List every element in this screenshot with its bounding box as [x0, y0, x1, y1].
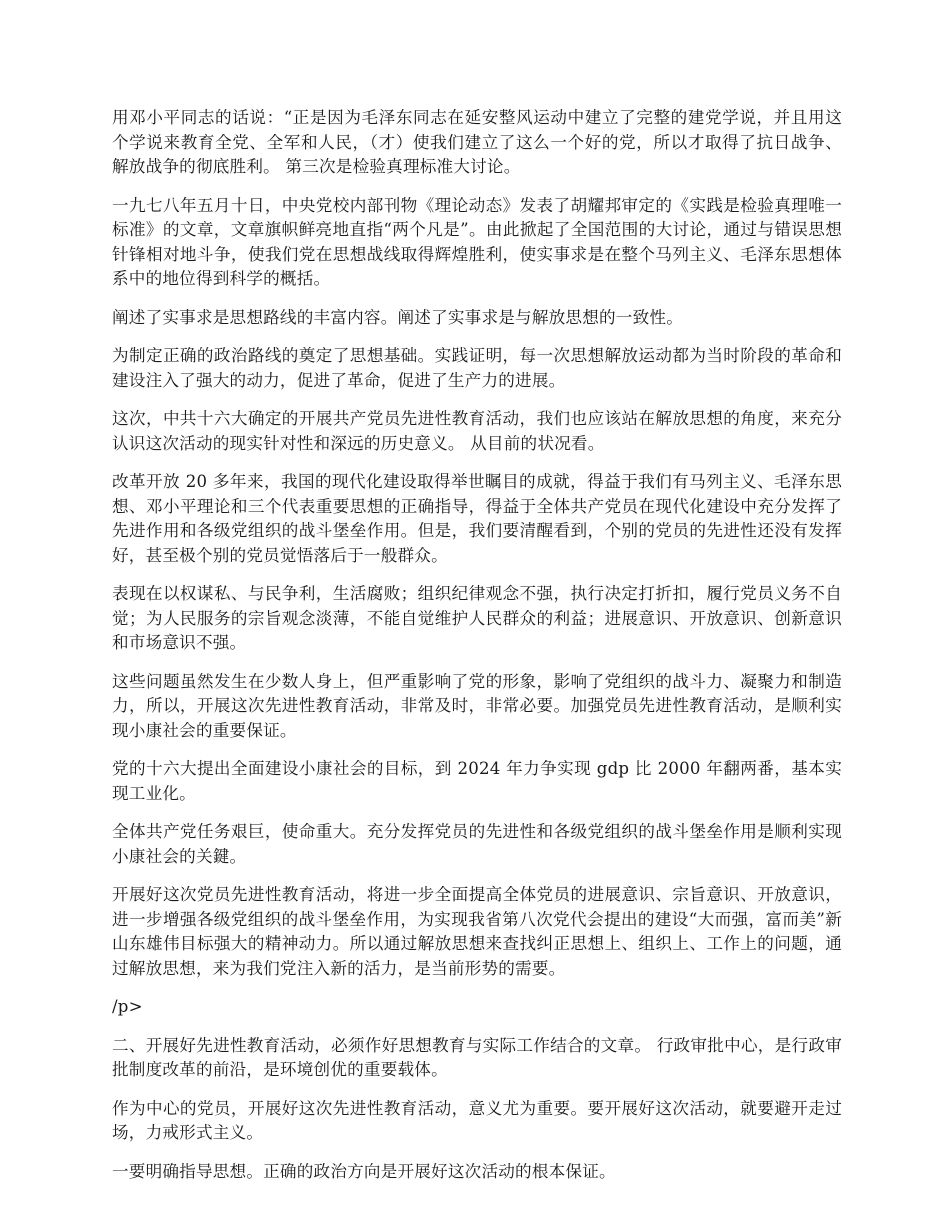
paragraph-1: 用邓小平同志的话说：“正是因为毛泽东同志在延安整风运动中建立了完整的建党学说，并且用这个学说来教育全党、全军和人民，（才）使我们建立了这么一个好的党，所以才取得了抗日战争、解放战争的彻底胜利。 第三次是检验真理标准大讨论。: [112, 108, 842, 176]
paragraph-7: 表现在以权谋私、与民争利，生活腐败；组织纪律观念不强，执行决定打折扣，履行党员义务不自觉；为人民服务的宗旨观念淡薄，不能自觉维护人民群众的利益；进展意识、开放意识、创新意识和市场意识不强。: [112, 584, 842, 652]
paragraph-13: 二、开展好先进性教育活动，必须作好思想教育与实际工作结合的文章。 行政审批中心，是行政审批制度改革的前沿，是环境创优的重要载体。: [112, 1035, 842, 1079]
paragraph-12: /p>: [112, 997, 143, 1016]
paragraph-4: 为制定正确的政治路线的奠定了思想基础。实践证明，每一次思想解放运动都为当时阶段的革命和建设注入了强大的动力，促进了革命，促进了生产力的进展。: [112, 346, 842, 390]
paragraph-5: 这次，中共十六大确定的开展共产党员先进性教育活动，我们也应该站在解放思想的角度，来充分认识这次活动的现实针对性和深远的历史意义。 从目前的状况看。: [112, 409, 842, 453]
paragraph-9: 党的十六大提出全面建设小康社会的目标，到 2024 年力争实现 gdp 比 2000 年翻两番，基本实现工业化。: [112, 759, 842, 803]
paragraph-10: 全体共产党任务艰巨，使命重大。充分发挥党员的先进性和各级党组织的战斗堡垒作用是顺利实现小康社会的关鍵。: [112, 822, 842, 866]
paragraph-8: 这些问题虽然发生在少数人身上，但严重影响了党的形象，影响了党组织的战斗力、凝聚力和制造力，所以，开展这次先进性教育活动，非常及时，非常必要。加强党员先进性教育活动，是顺利实现小康社会的重要保证。: [112, 671, 842, 740]
paragraph-14: 作为中心的党员，开展好这次先进性教育活动，意义尤为重要。要开展好这次活动，就要避开走过场，力戒形式主义。: [112, 1098, 842, 1142]
paragraph-2: 一九七八年五月十日，中央党校内部刊物《理论动态》发表了胡耀邦审定的《实践是检验真理唯一标准》的文章，文章旗帜鲜亮地直指“两个凡是”。由此掀起了全国范围的大讨论，通过与错误思想针锋相对地斗争，使我们党在思想战线取得辉煌胜利，使实事求是在整个马列主义、毛泽东思想体系中的地位得到科学的概括。: [112, 195, 842, 288]
paragraph-6: 改革开放 20 多年来，我国的现代化建设取得举世瞩目的成就，得益于我们有马列主义、毛泽东思想、邓小平理论和三个代表重要思想的正确指导，得益于全体共产党员在现代化建设中充分发挥了先进作用和各级党组织的战斗堡垒作用。但是，我们要清醒看到，个别的党员的先进性还没有发挥好，甚至极个别的党员觉悟落后于一般群众。: [112, 472, 842, 565]
paragraph-15: 一要明确指导思想。正确的政治方向是开展好这次活动的根本保证。: [112, 1161, 616, 1181]
paragraph-3: 阐述了实事求是思想路线的丰富内容。阐述了实事求是与解放思想的一致性。: [112, 307, 683, 327]
paragraph-11: 开展好这次党员先进性教育活动，将进一步全面提高全体党员的进展意识、宗旨意识、开放意识，进一步增强各级党组织的战斗堡垒作用，为实现我省第八次党代会提出的建设“大而强，富而美”新山东雄伟目标强大的精神动力。所以通过解放思想来查找纠正思想上、组织上、工作上的问题，通过解放思想，来为我们党注入新的活力，是当前形势的需要。: [112, 885, 842, 978]
